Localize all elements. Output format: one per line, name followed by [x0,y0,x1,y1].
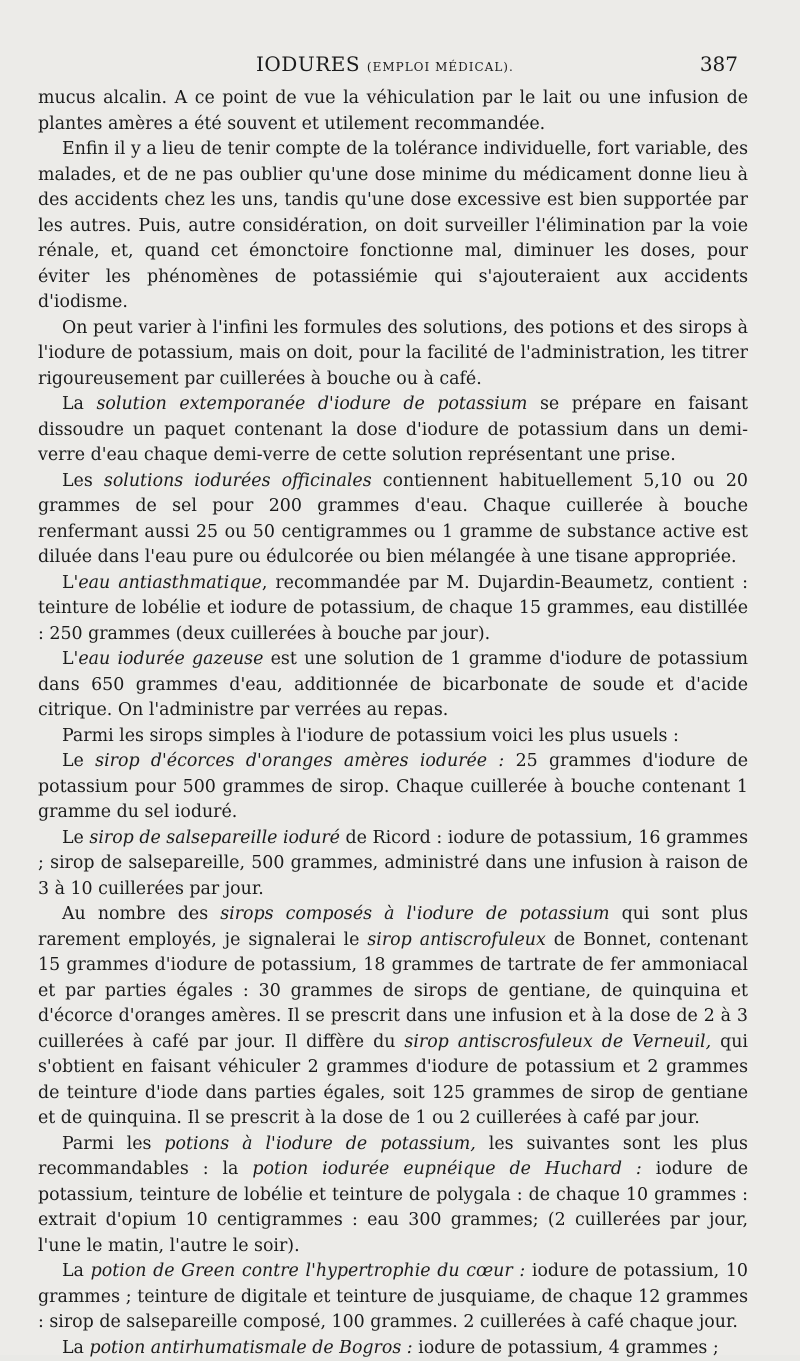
text-segment: qui s'obtient en faisant véhiculer 2 grammes d'iodure de potassium et 2 grammes de teinture d'iode dans parties égales, soit 125 grammes de sirop de gentiane et de quinquina. Il se prescrit à la dose de 1 ou 2 cuillerées à café par jour. [38,1032,748,1129]
text-segment: Parmi les [62,1134,164,1154]
paragraph [38,392,748,469]
text-segment: Enfin il y a lieu de tenir compte de la tolérance individuelle, fort variable, des malades, et de ne pas oublier qu'une dose minime du médicament donne lieu à des accidents chez les uns, tandis qu'une dose excessive est bien supportée par les autres. Puis, autre considération, on doit surveiller l'élimination par la voie rénale, et, quand cet émonctoire fonctionne mal, diminuer les doses, pour éviter les phénomènes de potassiémie qui s'ajouteraient aux accidents d'iodisme. [38,139,748,312]
text-segment: La [62,1261,91,1281]
paragraph [38,902,748,1132]
text-segment: les suivantes sont les plus recommandables : la [38,1134,748,1180]
header-subtitle: (EMPLOI MÉDICAL). [367,60,514,74]
paragraph [38,1132,748,1260]
paragraph [38,826,748,903]
paragraph [38,571,748,648]
text-segment: iodure de potassium, 10 grammes ; teinture de digitale et teinture de jusquiame, de chaque 12 grammes : sirop de salsepareille composé, 100 grammes. 2 cuillerées à café chaque jour. [38,1261,748,1332]
text-segment: iodure de potassium, teinture de lobélie et teinture de polygala : de chaque 10 grammes : extrait d'opium 10 centigrammes : eau 300 grammes; (2 cuillerées par jour, l'une le matin, l'autre le soir). [38,1159,748,1256]
text-segment: Les [62,471,104,491]
italic-segment: sirop antiscrosfuleux de Verneuil, [404,1032,711,1052]
italic-segment: potion de Green contre l'hypertrophie du cœur : [91,1261,526,1281]
text-segment: La [62,394,96,414]
text-segment: de Ricord : iodure de potassium, 16 grammes ; sirop de salsepareille, 500 grammes, administré dans une infusion à raison de 3 à 10 cuillerées par jour. [38,828,748,899]
paragraph [38,749,748,826]
paragraph [38,469,748,571]
text-segment: iodure de potassium, 4 grammes ; [413,1338,719,1358]
italic-segment: eau antiasthmatique [78,573,262,593]
italic-segment: sirop d'écorces d'oranges amères iodurée : [95,751,504,771]
italic-segment: potion iodurée eupnéique de Huchard : [252,1159,641,1179]
paragraph [38,724,748,750]
text-segment: de Bonnet, contenant 15 grammes d'iodure de potassium, 18 grammes de tartrate de fer ammoniacal et par parties égales : 30 grammes de sirops de gentiane, de quinquina et d'écorce d'oranges amères. Il se prescrit dans une infusion et à la dose de 2 à 3 cuillerées à café par jour. Il diffère du [38,930,748,1052]
text-segment: contiennent habituellement 5,10 ou 20 grammes de sel pour 200 grammes d'eau. Chaque cuillerée à bouche renfermant aussi 25 ou 50 centigrammes ou 1 gramme de substance active est diluée dans l'eau pure ou édulcorée ou bien mélangée à une tisane appropriée. [38,471,748,568]
header-title: IODURES [256,52,360,76]
italic-segment: potion antirhumatismale de Bogros : [89,1338,412,1358]
paragraph [38,1336,748,1361]
text-segment: L' [62,649,78,669]
text-segment: Le [62,828,89,848]
running-head [256,52,514,76]
paragraph [38,86,748,137]
paragraph [38,647,748,724]
italic-segment: sirop de salsepareille ioduré [89,828,340,848]
italic-segment: sirop antiscrofuleux [367,930,545,950]
paragraph [38,137,748,316]
paragraph [38,1259,748,1336]
text-segment: qui sont plus rarement employés, je signalerai le [38,904,748,950]
text-segment: , recommandée par M. Dujardin-Beaumetz, contient : teinture de lobélie et iodure de potassium, de chaque 15 grammes, eau distillée : 250 grammes (deux cuillerées à bouche par jour). [38,573,748,644]
italic-segment: potions à l'iodure de potassium, [164,1134,475,1154]
text-segment: mucus alcalin. A ce point de vue la véhiculation par le lait ou une infusion de plantes amères a été souvent et utilement recommandée. [38,88,748,134]
text-segment: Parmi les sirops simples à l'iodure de potassium voici les plus usuels : [62,726,679,746]
text-segment: se prépare en faisant dissoudre un paquet contenant la dose d'iodure de potassium dans un demi-verre d'eau chaque demi-verre de cette solution représentant une prise. [38,394,748,465]
paragraph [38,316,748,393]
italic-segment: sirops composés à l'iodure de potassium [220,904,609,924]
running-header [38,52,738,82]
text-segment: L' [62,573,78,593]
italic-segment: solution extemporanée d'iodure de potassium [96,394,527,414]
text-segment: est une solution de 1 gramme d'iodure de potassium dans 650 grammes d'eau, additionnée de bicarbonate de soude et d'acide citrique. On l'administre par verrées au repas. [38,649,748,720]
text-segment: 25 grammes d'iodure de potassium pour 500 grammes de sirop. Chaque cuillerée à bouche contenant 1 gramme du sel ioduré. [38,751,748,822]
text-segment: On peut varier à l'infini les formules des solutions, des potions et des sirops à l'iodure de potassium, mais on doit, pour la facilité de l'administration, les titrer rigoureusement par cuillerées à bouche ou à café. [38,318,748,389]
italic-segment: eau iodurée gazeuse [78,649,263,669]
text-segment: La [62,1338,89,1358]
body-text [38,86,748,1361]
text-segment: Le [62,751,95,771]
text-segment: Au nombre des [62,904,220,924]
italic-segment: solutions iodurées officinales [104,471,372,491]
page-number: 387 [700,52,738,76]
